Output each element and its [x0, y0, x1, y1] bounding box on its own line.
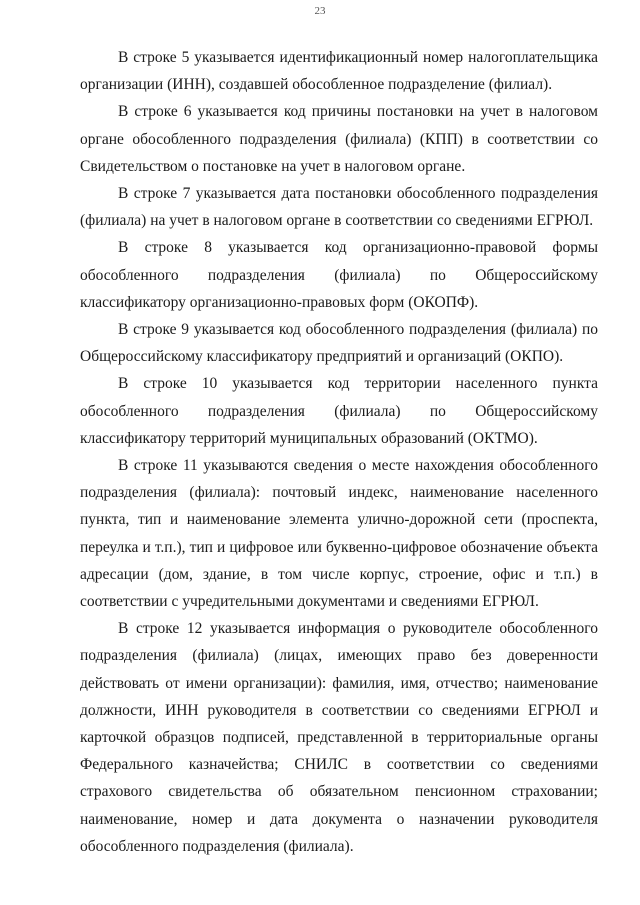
paragraph-line-10: В строке 10 указывается код территории населенного пункта обособленного подразделения (филиала) по Общероссийскому классификатору территорий муниципальных образований (ОКТМО). — [80, 375, 598, 447]
page-number: 23 — [314, 5, 326, 17]
paragraph-line-7: В строке 7 указывается дата постановки обособленного подразделения (филиала) на учет в налоговом органе в соответствии со сведениями ЕГРЮЛ. — [80, 185, 598, 230]
paragraph-line-8: В строке 8 указывается код организационно-правовой формы обособленного подразделения (филиала) по Общероссийскому классификатору организационно-правовых форм (ОКОПФ). — [80, 239, 598, 311]
paragraph-line-6: В строке 6 указывается код причины постановки на учет в налоговом органе обособленного подразделения (филиала) (КПП) в соответствии со Свидетельством о постановке на учет в налоговом органе. — [80, 103, 598, 175]
paragraph-line-5: В строке 5 указывается идентификационный номер налогоплательщика организации (ИНН), создавшей обособленное подразделение (филиал). — [80, 49, 598, 94]
paragraph-line-11: В строке 11 указываются сведения о месте нахождения обособленного подразделения (филиала): почтовый индекс, наименование населенного пункта, тип и наименование элемента улично-дорожной сети (проспекта, переулка и т.п.), тип и цифровое или буквенно-цифровое обозначение объекта адресации (дом, здание, в том числе корпус, строение, офис и т.п.) в соответствии с учредительными документами и сведениями ЕГРЮЛ. — [80, 457, 598, 611]
document-body — [80, 44, 598, 860]
paragraph-line-9: В строке 9 указывается код обособленного подразделения (филиала) по Общероссийскому классификатору предприятий и организаций (ОКПО). — [80, 321, 598, 366]
paragraph-line-12: В строке 12 указывается информация о руководителе обособленного подразделения (филиала) (лицах, имеющих право без доверенности действовать от имени организации): фамилия, имя, отчество; наименование должности, ИНН руководителя в соответствии со сведениями ЕГРЮЛ и карточкой образцов подписей, представленной в территориальные органы Федерального казначейства; СНИЛС в соответствии со сведениями страхового свидетельства об обязательном пенсионном страховании; наименование, номер и дата документа о назначении руководителя обособленного подразделения (филиала). — [80, 620, 598, 855]
